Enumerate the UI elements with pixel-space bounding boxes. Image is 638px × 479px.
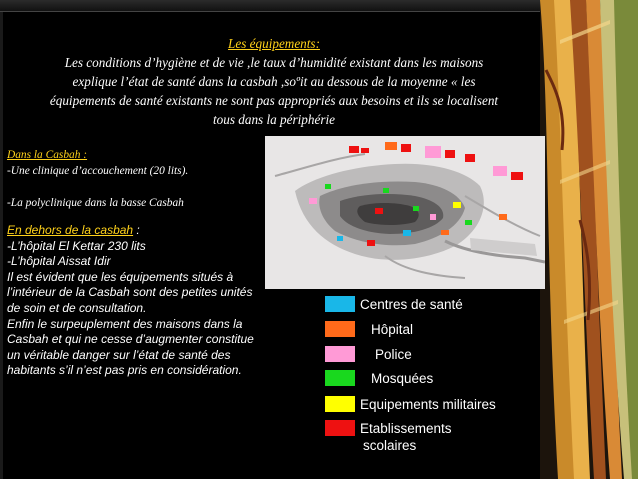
hors-casbah-line: habitants s’il n’est pas pris en considération.	[7, 363, 242, 378]
hors-casbah-line: Il est évident que les équipements situés à	[7, 269, 234, 284]
casbah-item: -Une clinique d’accouchement (20 lits).	[7, 165, 189, 177]
legend-swatch	[325, 321, 355, 337]
hors-casbah-line: un véritable danger sur l’état de santé des	[7, 347, 231, 362]
hors-casbah-subtitle-suffix: :	[133, 223, 140, 237]
hors-casbah-line: -L’hôpital El Kettar 230 lits	[7, 238, 146, 253]
legend-swatch	[325, 396, 355, 412]
casbah-item: -La polyclinique dans la basse Casbah	[7, 197, 184, 209]
casbah-subtitle: Dans la Casbah :	[7, 149, 88, 161]
legend-label: Hôpital	[371, 322, 414, 337]
header-line: tous dans la périphérie	[213, 112, 335, 127]
legend-label: Police	[375, 347, 412, 362]
legend-label: Equipements militaires	[360, 397, 496, 412]
legend-label-continued: scolaires	[363, 438, 417, 453]
city-map	[265, 136, 545, 289]
legend-label: Etablissements	[360, 421, 452, 436]
header-line: Les conditions d’hygiène et de vie ,le taux d’humidité existant dans les maisons	[64, 55, 484, 70]
hors-casbah-line: Enfin le surpeuplement des maisons dans la	[7, 316, 243, 331]
hors-casbah-section	[7, 223, 307, 379]
legend-swatch	[325, 370, 355, 386]
legend-swatch	[325, 296, 355, 312]
hors-casbah-line: Casbah et qui ne cesse d’augmenter constitue	[7, 332, 254, 347]
legend-swatch	[325, 420, 355, 436]
header-line: équipements de santé existants ne sont pas appropriés aux besoins et ils se localisent	[49, 93, 499, 108]
legend-swatch	[325, 346, 355, 362]
hors-casbah-subtitle: En dehors de la casbah	[7, 223, 134, 237]
casbah-section	[7, 147, 267, 211]
header-text	[0, 34, 548, 129]
legend-label: Centres de santé	[360, 297, 463, 312]
legend-label: Mosquées	[371, 371, 434, 386]
legend	[325, 290, 540, 470]
section-title: Les équipements:	[228, 36, 320, 51]
hors-casbah-line: de soin et de consultation.	[7, 300, 147, 315]
hors-casbah-line: -L’hôpital Aissat Idir	[7, 254, 111, 269]
window-top-bar	[0, 0, 548, 12]
hors-casbah-line: l’intérieur de la Casbah sont des petites unités	[7, 285, 253, 300]
header-line: explique l’état de santé dans la casbah ,soºit au dessous de la moyenne « les	[72, 74, 476, 89]
curtain-decoration	[540, 0, 638, 479]
